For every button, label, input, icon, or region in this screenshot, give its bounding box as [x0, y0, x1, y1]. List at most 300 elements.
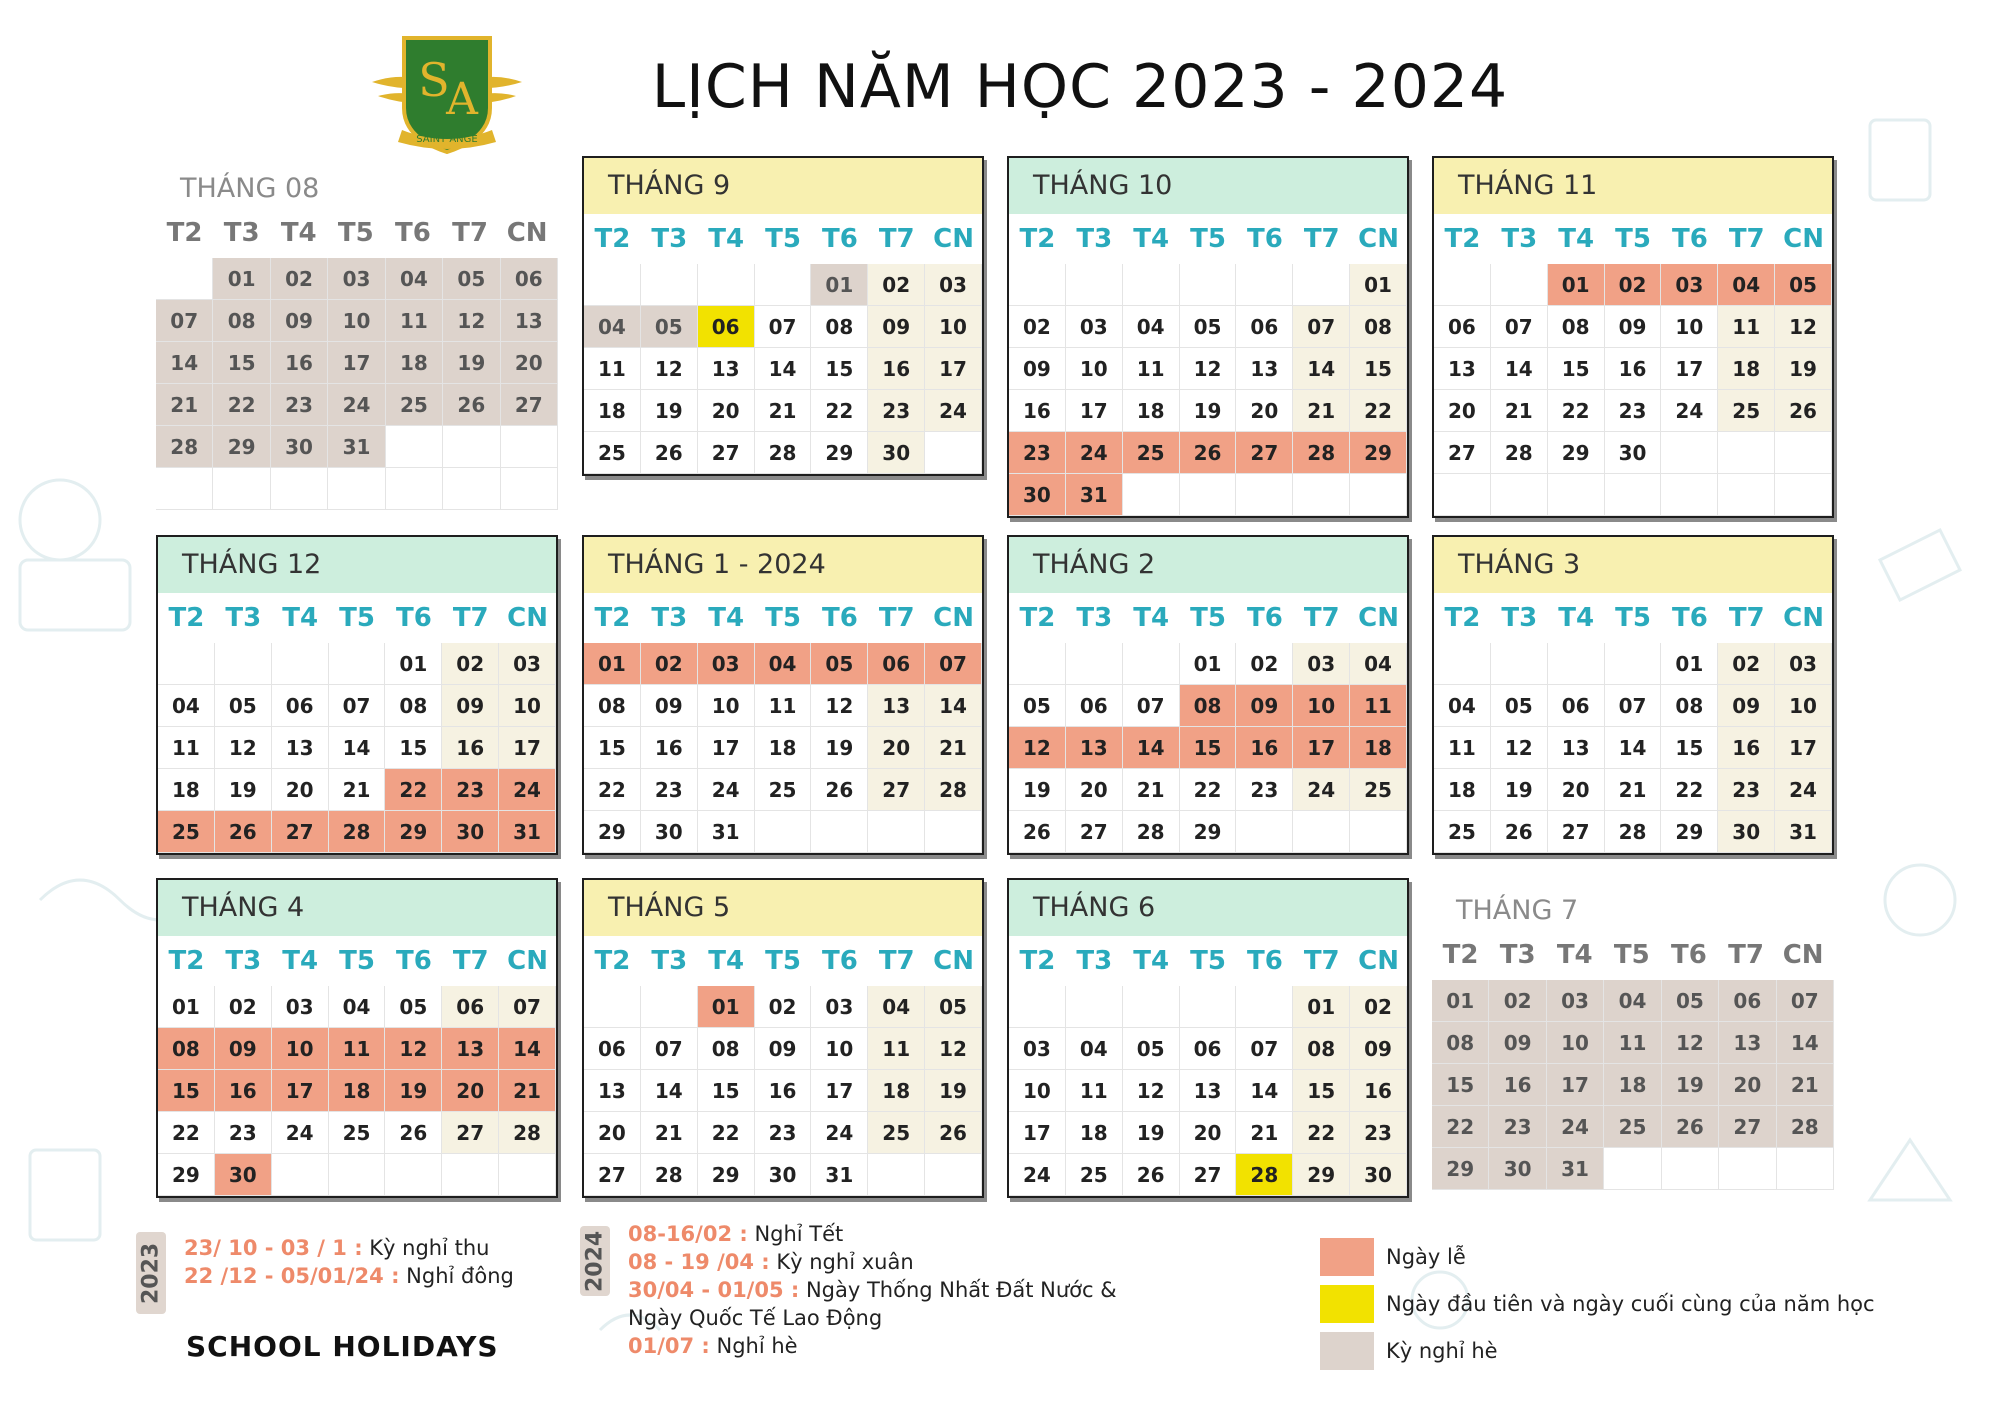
day-cell: 10	[1547, 1022, 1604, 1064]
day-cell: 29	[213, 426, 270, 468]
day-cell: 28	[156, 426, 213, 468]
day-cell: 27	[1180, 1154, 1237, 1196]
day-cell: 09	[755, 1028, 812, 1070]
empty-cell	[1434, 474, 1491, 516]
weekday-label: T4	[1133, 946, 1170, 976]
empty-cell	[1123, 986, 1180, 1028]
weekday-label: T2	[594, 603, 631, 633]
day-cell: 08	[1350, 306, 1407, 348]
day-cell: 15	[698, 1070, 755, 1112]
weekday-header	[1009, 593, 1407, 643]
empty-cell	[1718, 432, 1775, 474]
day-cell: 16	[1236, 727, 1293, 769]
day-cell: 19	[215, 769, 272, 811]
day-cell: 26	[811, 769, 868, 811]
day-cell: 07	[329, 685, 386, 727]
month-calendar	[582, 535, 984, 855]
day-cell: 28	[1491, 432, 1548, 474]
day-cell: 19	[641, 390, 698, 432]
day-cell: 30	[1489, 1148, 1546, 1190]
day-cell: 18	[1434, 769, 1491, 811]
day-cell: 20	[1719, 1064, 1776, 1106]
day-cell: 29	[698, 1154, 755, 1196]
day-cell: 05	[443, 258, 500, 300]
day-cell: 09	[1605, 306, 1662, 348]
day-cell: 02	[215, 986, 272, 1028]
day-cell: 08	[1180, 685, 1237, 727]
day-grid	[1434, 264, 1832, 516]
weekday-label: T2	[166, 218, 203, 248]
weekday-label: T3	[1501, 224, 1538, 254]
empty-cell	[1180, 986, 1237, 1028]
day-cell: 27	[1434, 432, 1491, 474]
day-cell: 01	[158, 986, 215, 1028]
weekday-label: T7	[1728, 603, 1765, 633]
day-cell: 16	[215, 1070, 272, 1112]
weekday-label: T6	[1671, 603, 1708, 633]
empty-cell	[443, 426, 500, 468]
holidays-2023	[184, 1234, 514, 1290]
day-cell: 23	[1718, 769, 1775, 811]
day-cell: 29	[811, 432, 868, 474]
day-cell: 14	[1605, 727, 1662, 769]
day-cell: 09	[868, 306, 925, 348]
month-calendar	[1432, 878, 1834, 1190]
day-cell: 09	[1718, 685, 1775, 727]
day-grid	[1009, 643, 1407, 853]
day-grid	[158, 643, 556, 853]
day-cell: 05	[925, 986, 982, 1028]
day-grid	[584, 264, 982, 474]
holiday-note: 08 - 19 /04 : Kỳ nghỉ xuân	[628, 1250, 914, 1274]
weekday-label: T4	[1556, 940, 1593, 970]
day-cell: 11	[1123, 348, 1180, 390]
day-cell: 19	[1123, 1112, 1180, 1154]
day-cell: 06	[272, 685, 329, 727]
day-cell: 21	[329, 769, 386, 811]
month-calendar	[1007, 156, 1409, 518]
day-cell: 18	[386, 342, 443, 384]
day-cell: 16	[755, 1070, 812, 1112]
day-cell: 24	[698, 769, 755, 811]
day-cell: 25	[584, 432, 641, 474]
day-cell: 30	[641, 811, 698, 853]
day-cell: 08	[1432, 1022, 1489, 1064]
day-cell: 23	[1350, 1112, 1407, 1154]
day-cell: 09	[641, 685, 698, 727]
day-cell: 30	[215, 1154, 272, 1196]
day-cell: 04	[1066, 1028, 1123, 1070]
day-cell: 16	[271, 342, 328, 384]
weekday-label: T3	[651, 224, 688, 254]
day-cell: 24	[328, 384, 385, 426]
day-cell: 16	[868, 348, 925, 390]
day-cell: 11	[1066, 1070, 1123, 1112]
weekday-header	[158, 936, 556, 986]
empty-cell	[1236, 474, 1293, 516]
day-cell: 10	[698, 685, 755, 727]
day-cell: 19	[1180, 390, 1237, 432]
empty-cell	[215, 643, 272, 685]
empty-cell	[272, 1154, 329, 1196]
day-cell: 08	[698, 1028, 755, 1070]
day-cell: 02	[641, 643, 698, 685]
day-cell: 16	[1605, 348, 1662, 390]
day-cell: 04	[584, 306, 641, 348]
day-cell: 18	[755, 727, 812, 769]
day-cell: 18	[1123, 390, 1180, 432]
empty-cell	[386, 468, 443, 510]
day-cell: 21	[1777, 1064, 1834, 1106]
day-cell: 12	[1123, 1070, 1180, 1112]
day-cell: 11	[1434, 727, 1491, 769]
day-cell: 03	[925, 264, 982, 306]
day-cell: 19	[1009, 769, 1066, 811]
day-cell: 29	[1548, 432, 1605, 474]
day-cell: 19	[1662, 1064, 1719, 1106]
month-title: THÁNG 5	[584, 880, 982, 936]
empty-cell	[156, 258, 213, 300]
logo-text: SAINT ANGE	[416, 134, 478, 145]
day-cell: 30	[442, 811, 499, 853]
day-cell: 13	[1434, 348, 1491, 390]
empty-cell	[1009, 643, 1066, 685]
day-cell: 13	[1719, 1022, 1776, 1064]
empty-cell	[1123, 643, 1180, 685]
day-cell: 18	[158, 769, 215, 811]
day-cell: 18	[584, 390, 641, 432]
weekday-header	[1434, 593, 1832, 643]
day-cell: 08	[385, 685, 442, 727]
weekday-label: T4	[282, 946, 319, 976]
day-cell: 06	[1066, 685, 1123, 727]
day-cell: 01	[1293, 986, 1350, 1028]
page-title: LỊCH NĂM HỌC 2023 - 2024	[651, 52, 1509, 122]
holiday-note: 22 /12 - 05/01/24 : Nghỉ đông	[184, 1264, 514, 1288]
month-title: THÁNG 12	[158, 537, 556, 593]
weekday-label: T5	[765, 603, 801, 633]
weekday-label: CN	[933, 946, 974, 976]
weekday-label: T4	[280, 218, 317, 248]
day-cell: 17	[698, 727, 755, 769]
weekday-label: T7	[452, 218, 488, 248]
day-cell: 02	[1489, 980, 1546, 1022]
day-cell: 31	[811, 1154, 868, 1196]
day-cell: 16	[442, 727, 499, 769]
day-cell: 17	[1066, 390, 1123, 432]
day-cell: 28	[755, 432, 812, 474]
day-cell: 17	[1547, 1064, 1604, 1106]
day-cell: 31	[1066, 474, 1123, 516]
day-cell: 14	[925, 685, 982, 727]
empty-cell	[1491, 643, 1548, 685]
empty-cell	[1777, 1148, 1834, 1190]
day-cell: 17	[1661, 348, 1718, 390]
empty-cell	[1775, 474, 1832, 516]
day-cell: 19	[925, 1070, 982, 1112]
weekday-label: T5	[1190, 946, 1226, 976]
day-cell: 12	[1009, 727, 1066, 769]
day-cell: 04	[1718, 264, 1775, 306]
day-cell: 12	[385, 1028, 442, 1070]
month-title: THÁNG 11	[1434, 158, 1832, 214]
day-cell: 14	[641, 1070, 698, 1112]
day-cell: 29	[1432, 1148, 1489, 1190]
day-cell: 30	[1009, 474, 1066, 516]
day-cell: 16	[1350, 1070, 1407, 1112]
empty-cell	[1605, 474, 1662, 516]
empty-cell	[499, 1154, 556, 1196]
day-cell: 26	[925, 1112, 982, 1154]
weekday-label: T5	[765, 224, 801, 254]
day-cell: 28	[329, 811, 386, 853]
holiday-note: 08-16/02 : Nghỉ Tết	[628, 1222, 844, 1246]
day-cell: 26	[1491, 811, 1548, 853]
day-cell: 24	[925, 390, 982, 432]
empty-cell	[925, 1154, 982, 1196]
day-cell: 28	[499, 1112, 556, 1154]
day-cell: 02	[442, 643, 499, 685]
day-cell: 10	[1009, 1070, 1066, 1112]
day-cell: 09	[442, 685, 499, 727]
weekday-label: T4	[1558, 224, 1595, 254]
day-cell: 10	[1661, 306, 1718, 348]
day-cell: 10	[1775, 685, 1832, 727]
empty-cell	[1605, 643, 1662, 685]
empty-cell	[1236, 811, 1293, 853]
month-title: THÁNG 6	[1009, 880, 1407, 936]
day-cell: 01	[1661, 643, 1718, 685]
day-cell: 22	[1350, 390, 1407, 432]
day-cell: 01	[811, 264, 868, 306]
weekday-label: T2	[594, 946, 631, 976]
day-cell: 03	[698, 643, 755, 685]
day-cell: 20	[698, 390, 755, 432]
day-cell: 26	[385, 1112, 442, 1154]
day-cell: 12	[215, 727, 272, 769]
weekday-label: T2	[594, 224, 631, 254]
weekday-label: CN	[1358, 946, 1399, 976]
day-cell: 31	[1547, 1148, 1604, 1190]
day-cell: 17	[328, 342, 385, 384]
weekday-label: T4	[1133, 603, 1170, 633]
day-cell: 06	[698, 306, 755, 348]
weekday-label: CN	[1358, 603, 1399, 633]
day-cell: 31	[328, 426, 385, 468]
empty-cell	[1548, 643, 1605, 685]
day-cell: 24	[1775, 769, 1832, 811]
weekday-label: T6	[395, 946, 432, 976]
empty-cell	[158, 643, 215, 685]
day-cell: 11	[755, 685, 812, 727]
day-cell: 25	[158, 811, 215, 853]
day-cell: 29	[385, 811, 442, 853]
day-grid	[1434, 643, 1832, 853]
day-cell: 18	[1350, 727, 1407, 769]
day-cell: 22	[698, 1112, 755, 1154]
empty-cell	[1350, 474, 1407, 516]
empty-cell	[584, 264, 641, 306]
day-cell: 03	[1775, 643, 1832, 685]
day-cell: 20	[1180, 1112, 1237, 1154]
day-cell: 29	[1293, 1154, 1350, 1196]
day-cell: 28	[641, 1154, 698, 1196]
weekday-label: T7	[878, 603, 915, 633]
empty-cell	[811, 811, 868, 853]
day-cell: 26	[443, 384, 500, 426]
day-cell: 17	[1293, 727, 1350, 769]
day-cell: 24	[1009, 1154, 1066, 1196]
day-cell: 04	[158, 685, 215, 727]
day-cell: 19	[1491, 769, 1548, 811]
day-cell: 08	[158, 1028, 215, 1070]
day-cell: 09	[1350, 1028, 1407, 1070]
day-cell: 19	[1775, 348, 1832, 390]
weekday-label: T6	[821, 224, 858, 254]
day-cell: 15	[1432, 1064, 1489, 1106]
day-cell: 20	[272, 769, 329, 811]
day-cell: 27	[1236, 432, 1293, 474]
day-cell: 31	[1775, 811, 1832, 853]
day-cell: 18	[1718, 348, 1775, 390]
empty-cell	[156, 468, 213, 510]
weekday-label: CN	[507, 603, 548, 633]
day-cell: 27	[501, 384, 558, 426]
day-cell: 02	[1009, 306, 1066, 348]
day-cell: 26	[1180, 432, 1237, 474]
day-cell: 02	[755, 986, 812, 1028]
weekday-label: T5	[339, 603, 375, 633]
day-cell: 03	[328, 258, 385, 300]
day-cell: 17	[272, 1070, 329, 1112]
day-cell: 15	[1293, 1070, 1350, 1112]
weekday-label: T7	[1728, 940, 1764, 970]
day-cell: 21	[755, 390, 812, 432]
day-cell: 05	[1662, 980, 1719, 1022]
legend-first-last-day: Ngày đầu tiên và ngày cuối cùng của năm học	[1320, 1285, 1875, 1323]
weekday-header	[158, 593, 556, 643]
weekday-label: T2	[1019, 603, 1056, 633]
empty-cell	[1009, 986, 1066, 1028]
day-cell: 23	[1009, 432, 1066, 474]
weekday-label: T5	[1615, 224, 1651, 254]
day-cell: 15	[385, 727, 442, 769]
weekday-label: T3	[1076, 946, 1113, 976]
empty-cell	[925, 811, 982, 853]
day-cell: 01	[385, 643, 442, 685]
day-cell: 03	[272, 986, 329, 1028]
day-cell: 19	[811, 727, 868, 769]
day-cell: 06	[1434, 306, 1491, 348]
month-calendar	[1007, 535, 1409, 855]
day-grid	[1432, 980, 1834, 1190]
day-cell: 11	[868, 1028, 925, 1070]
empty-cell	[1180, 264, 1237, 306]
day-cell: 22	[213, 384, 270, 426]
month-calendar	[1432, 156, 1834, 518]
day-cell: 07	[1123, 685, 1180, 727]
day-cell: 22	[1432, 1106, 1489, 1148]
weekday-header	[584, 214, 982, 264]
day-cell: 23	[442, 769, 499, 811]
day-cell: 11	[584, 348, 641, 390]
weekday-label: T2	[1444, 224, 1481, 254]
day-cell: 12	[1775, 306, 1832, 348]
day-cell: 13	[442, 1028, 499, 1070]
empty-cell	[1491, 474, 1548, 516]
weekday-header	[584, 936, 982, 986]
day-cell: 23	[1605, 390, 1662, 432]
weekday-label: CN	[1783, 224, 1824, 254]
day-cell: 03	[811, 986, 868, 1028]
day-cell: 17	[1009, 1112, 1066, 1154]
day-cell: 30	[1718, 811, 1775, 853]
day-cell: 29	[1661, 811, 1718, 853]
day-cell: 04	[1604, 980, 1661, 1022]
weekday-label: T3	[1076, 603, 1113, 633]
empty-cell	[1719, 1148, 1776, 1190]
day-cell: 16	[1489, 1064, 1546, 1106]
empty-cell	[868, 1154, 925, 1196]
day-cell: 22	[1661, 769, 1718, 811]
day-cell: 21	[925, 727, 982, 769]
month-calendar	[582, 156, 984, 476]
day-cell: 05	[385, 986, 442, 1028]
empty-cell	[1718, 474, 1775, 516]
day-cell: 30	[1350, 1154, 1407, 1196]
empty-cell	[925, 432, 982, 474]
day-cell: 14	[499, 1028, 556, 1070]
day-cell: 07	[1777, 980, 1834, 1022]
weekday-label: T7	[1303, 224, 1340, 254]
weekday-label: T3	[225, 946, 262, 976]
weekday-label: CN	[506, 218, 548, 248]
weekday-header	[156, 208, 558, 258]
day-cell: 25	[1123, 432, 1180, 474]
day-cell: 24	[499, 769, 556, 811]
empty-cell	[328, 468, 385, 510]
day-cell: 30	[271, 426, 328, 468]
day-cell: 04	[1123, 306, 1180, 348]
day-cell: 26	[215, 811, 272, 853]
day-cell: 02	[271, 258, 328, 300]
day-cell: 05	[1180, 306, 1237, 348]
weekday-label: T7	[878, 946, 915, 976]
day-cell: 03	[1293, 643, 1350, 685]
weekday-label: T7	[452, 603, 489, 633]
day-cell: 30	[868, 432, 925, 474]
holiday-note: 30/04 - 01/05 : Ngày Thống Nhất Đất Nước &	[628, 1278, 1117, 1302]
empty-cell	[641, 986, 698, 1028]
day-cell: 05	[1491, 685, 1548, 727]
day-cell: 01	[1350, 264, 1407, 306]
holiday-note: 01/07 : Nghỉ hè	[628, 1334, 798, 1358]
day-grid	[584, 643, 982, 853]
day-cell: 16	[1718, 727, 1775, 769]
day-cell: 01	[1180, 643, 1237, 685]
day-cell: 22	[385, 769, 442, 811]
day-cell: 04	[1350, 643, 1407, 685]
day-cell: 17	[811, 1070, 868, 1112]
month-calendar	[156, 156, 558, 510]
day-cell: 23	[215, 1112, 272, 1154]
empty-cell	[1066, 264, 1123, 306]
day-cell: 14	[755, 348, 812, 390]
day-cell: 20	[501, 342, 558, 384]
weekday-label: T7	[1303, 603, 1340, 633]
empty-cell	[1293, 264, 1350, 306]
day-cell: 07	[1293, 306, 1350, 348]
